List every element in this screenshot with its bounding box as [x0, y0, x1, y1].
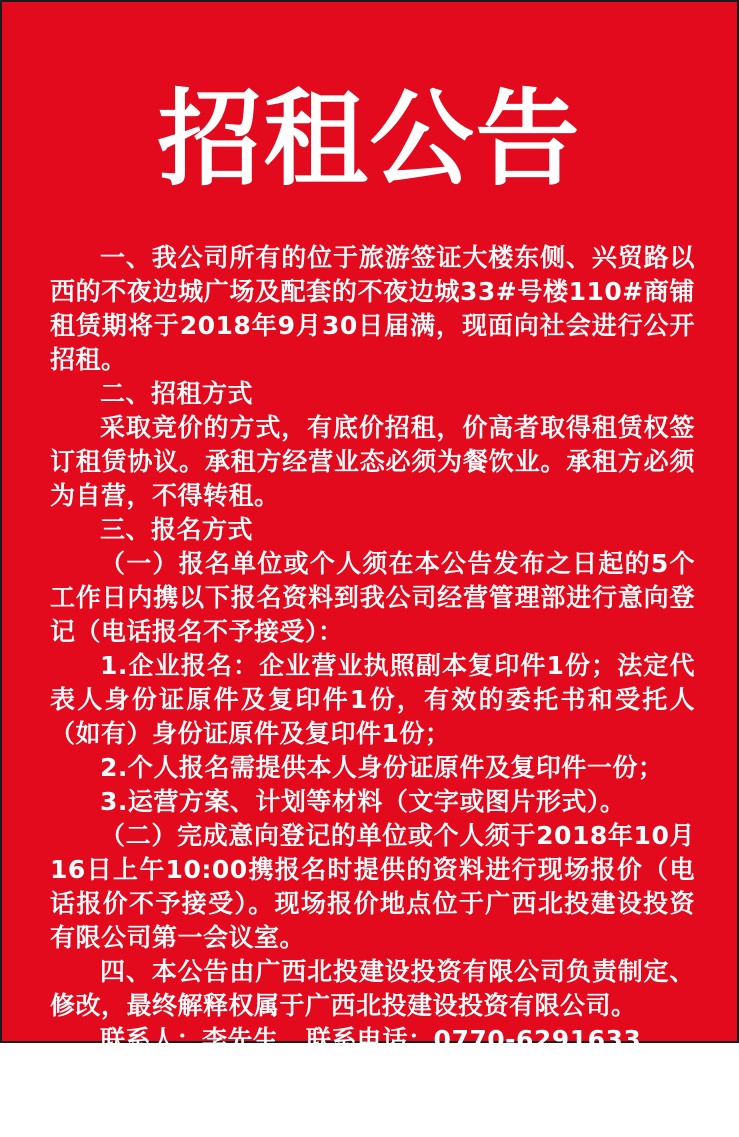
contact-line	[50, 1023, 695, 1057]
paragraph-enterprise-registration: 1.企业报名：企业营业执照副本复印件1份；法定代表人身份证原件及复印件1份，有效的委托书和受托人（如有）身份证原件及复印件1份；	[50, 651, 695, 749]
paragraph-individual-registration: 2.个人报名需提供本人身份证原件及复印件一份；	[100, 753, 664, 783]
notice-body	[50, 241, 695, 1057]
signature-date: 2018年9月30日	[445, 1104, 661, 1135]
contact-person-label: 联系人：	[100, 1025, 203, 1055]
section-heading-registration-method: 三、报名方式	[100, 515, 254, 545]
contact-phone-label: 联系电话：	[306, 1025, 434, 1055]
section-heading-rental-method: 二、招租方式	[100, 379, 254, 409]
paragraph-final-interpretation: 四、本公告由广西北投建设投资有限公司负责制定、修改，最终解释权属于广西北投建设投资有限公司。	[50, 957, 695, 1021]
paragraph-registration-step-2: （二）完成意向登记的单位或个人须于2018年10月16日上午10:00携报名时提供的资料进行现场报价（电话报价不予接受）。现场报价地点位于广西北投建设投资有限公司第一会议室。	[50, 821, 695, 953]
paragraph-rental-method: 采取竞价的方式，有底价招租，价高者取得租赁权签订租赁协议。承租方经营业态必须为餐饮业。承租方必须为自营，不得转租。	[50, 413, 695, 511]
paragraph-operation-plan: 3.运营方案、计划等材料（文字或图片形式）。	[100, 787, 626, 817]
paragraph-property-intro: 一、我公司所有的位于旅游签证大楼东侧、兴贸路以西的不夜边城广场及配套的不夜边城33#号楼110#商铺租赁期将于2018年9月30日届满，现面向社会进行公开招租。	[50, 243, 695, 375]
contact-person-name: 李先生	[202, 1025, 279, 1055]
signature-block	[391, 1067, 715, 1137]
paragraph-registration-step-1: （一）报名单位或个人须在本公告发布之日起的5个工作日内携以下报名资料到我公司经营管理部进行意向登记（电话报名不予接受）：	[50, 549, 695, 647]
poster-title: 招租公告	[157, 77, 582, 200]
signature-company-name: 广西北投建设投资有限公司	[390, 1069, 715, 1100]
contact-phone-number: 0770-6291633	[433, 1025, 642, 1055]
